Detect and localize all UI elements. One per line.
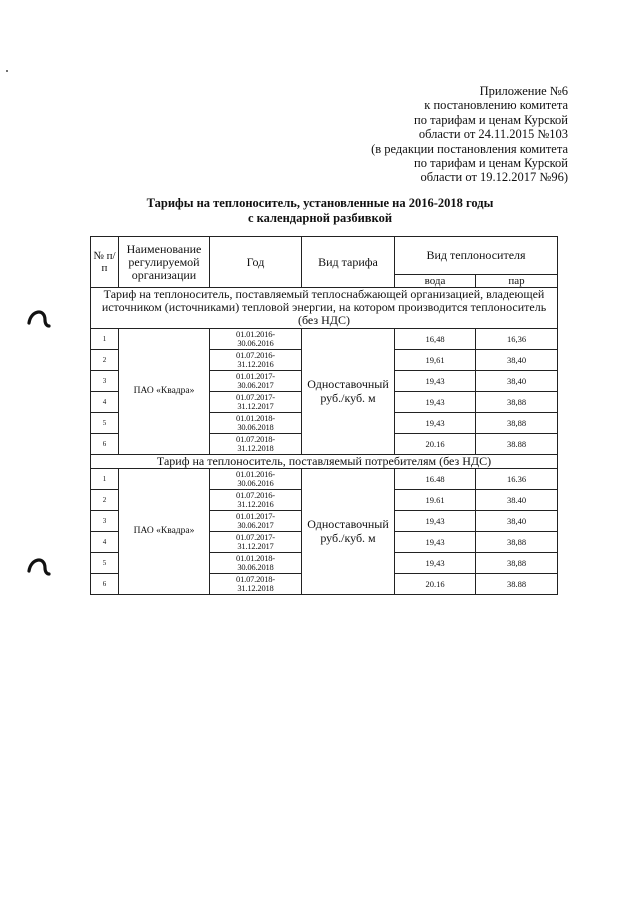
period-from: 01.07.2017-	[236, 391, 275, 402]
steam-value: 16.36	[476, 468, 558, 489]
row-number: 5	[91, 552, 119, 573]
title-line-1: Тарифы на теплоноситель, установленные на 2016-2018 годы	[146, 196, 494, 210]
row-number: 2	[91, 349, 119, 370]
period-to: 31.12.2018	[237, 582, 274, 593]
period-from: 01.07.2016-	[236, 349, 275, 360]
row-number: 3	[91, 510, 119, 531]
period-from: 01.01.2018-	[236, 552, 275, 563]
tariff-type: Одноставочный руб./куб. м	[302, 328, 395, 454]
section-title: Тариф на теплоноситель, поставляемый теплоснабжающей организацией, владеющей источником (источниками) тепловой энергии, на котором производится теплоноситель (без НДС)	[91, 288, 558, 329]
title-line-2: с календарной разбивкой	[247, 210, 393, 225]
steam-value: 38,40	[476, 510, 558, 531]
row-number: 6	[91, 433, 119, 454]
water-value: 19.61	[395, 489, 476, 510]
steam-value: 38,40	[476, 370, 558, 391]
steam-value: 38,88	[476, 391, 558, 412]
steam-value: 16,36	[476, 328, 558, 349]
period-cell	[210, 349, 302, 370]
period-from: 01.01.2017-	[236, 370, 275, 381]
period-cell	[210, 510, 302, 531]
period-cell	[210, 412, 302, 433]
period-to: 30.06.2016	[237, 477, 274, 488]
period-from: 01.07.2016-	[236, 489, 275, 500]
water-value: 19,43	[395, 412, 476, 433]
period-from: 01.01.2016-	[236, 468, 275, 479]
water-value: 20.16	[395, 573, 476, 594]
appendix-line: (в редакции постановления комитета	[371, 141, 568, 156]
row-number: 4	[91, 531, 119, 552]
header-carrier: Вид теплоносителя	[395, 237, 558, 275]
period-cell	[210, 433, 302, 454]
period-cell	[210, 489, 302, 510]
period-to: 30.06.2017	[237, 519, 274, 530]
header-year: Год	[210, 237, 302, 288]
period-cell	[210, 468, 302, 489]
row-number: 6	[91, 573, 119, 594]
row-number: 2	[91, 489, 119, 510]
period-to: 31.12.2017	[237, 540, 274, 551]
appendix-header	[371, 84, 568, 185]
water-value: 19,43	[395, 552, 476, 573]
water-value: 19,43	[395, 391, 476, 412]
period-cell	[210, 391, 302, 412]
header-water: вода	[395, 275, 476, 288]
steam-value: 38.88	[476, 433, 558, 454]
appendix-line: области от 24.11.2015 №103	[418, 127, 568, 142]
period-to: 31.12.2016	[237, 358, 274, 369]
steam-value: 38,40	[476, 349, 558, 370]
period-from: 01.01.2017-	[236, 510, 275, 521]
org-name: ПАО «Квадра»	[119, 468, 210, 594]
header-no: № п/п	[91, 237, 119, 288]
steam-value: 38,88	[476, 552, 558, 573]
section-title: Тариф на теплоноситель, поставляемый потребителям (без НДС)	[91, 454, 558, 468]
period-to: 30.06.2017	[237, 379, 274, 390]
water-value: 19,61	[395, 349, 476, 370]
period-from: 01.01.2016-	[236, 328, 275, 339]
period-to: 31.12.2016	[237, 498, 274, 509]
water-value: 20.16	[395, 433, 476, 454]
appendix-line: по тарифам и ценам Курской	[414, 156, 568, 171]
water-value: 16.48	[395, 468, 476, 489]
document-title	[0, 196, 640, 225]
steam-value: 38,88	[476, 531, 558, 552]
org-name: ПАО «Квадра»	[119, 328, 210, 454]
binder-hook-icon	[25, 552, 51, 578]
appendix-line: по тарифам и ценам Курской	[414, 112, 568, 127]
tariff-type: Одноставочный руб./куб. м	[302, 468, 395, 594]
table-row	[91, 328, 558, 349]
steam-value: 38.88	[476, 573, 558, 594]
tariff-table	[90, 236, 558, 595]
period-to: 30.06.2018	[237, 561, 274, 572]
appendix-line: Приложение №6	[479, 84, 568, 98]
period-from: 01.07.2018-	[236, 433, 275, 444]
row-number: 1	[91, 328, 119, 349]
row-number: 1	[91, 468, 119, 489]
header-org: Наименование регулируемой организации	[119, 237, 210, 288]
period-from: 01.07.2017-	[236, 531, 275, 542]
water-value: 19,43	[395, 370, 476, 391]
steam-value: 38.40	[476, 489, 558, 510]
period-to: 30.06.2018	[237, 421, 274, 432]
binder-hook-icon	[25, 304, 51, 330]
period-to: 31.12.2017	[237, 400, 274, 411]
row-number: 5	[91, 412, 119, 433]
scan-speck	[6, 70, 8, 72]
period-cell	[210, 552, 302, 573]
period-cell	[210, 573, 302, 594]
period-from: 01.07.2018-	[236, 573, 275, 584]
row-number: 3	[91, 370, 119, 391]
period-cell	[210, 370, 302, 391]
steam-value: 38,88	[476, 412, 558, 433]
period-cell	[210, 531, 302, 552]
water-value: 16,48	[395, 328, 476, 349]
appendix-line: к постановлению комитета	[424, 98, 568, 113]
row-number: 4	[91, 391, 119, 412]
period-to: 31.12.2018	[237, 442, 274, 453]
appendix-line: области от 19.12.2017 №96)	[420, 170, 568, 185]
water-value: 19,43	[395, 531, 476, 552]
header-tariff-type: Вид тарифа	[302, 237, 395, 288]
period-from: 01.01.2018-	[236, 412, 275, 423]
period-cell	[210, 328, 302, 349]
water-value: 19,43	[395, 510, 476, 531]
header-steam: пар	[476, 275, 558, 288]
table-row	[91, 468, 558, 489]
period-to: 30.06.2016	[237, 337, 274, 348]
